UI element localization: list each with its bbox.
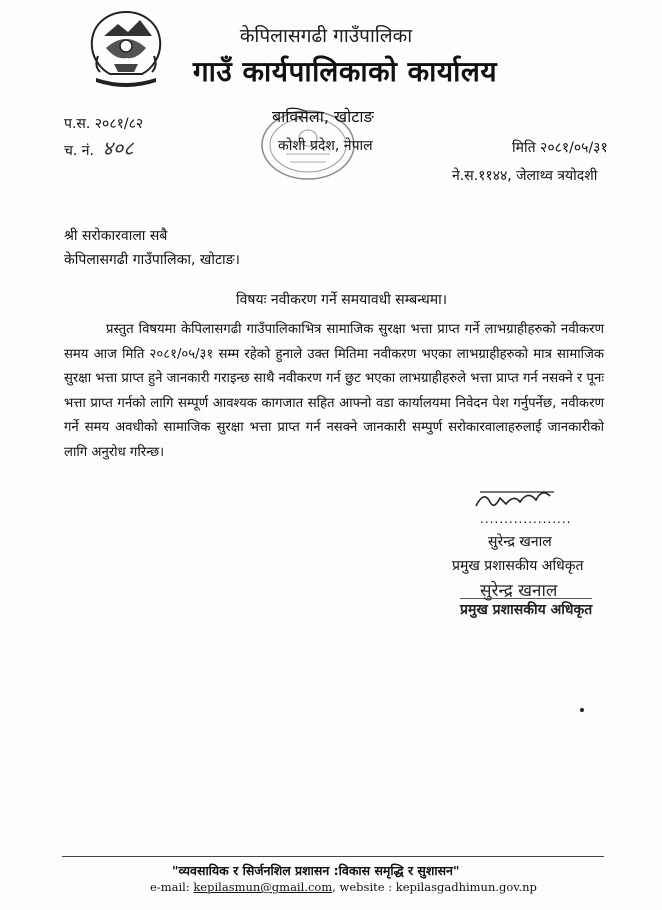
office-address-line1: बाक्सिला, खोटाङ	[272, 107, 374, 126]
signatory-title: प्रमुख प्रशासकीय अधिकृत	[452, 558, 584, 574]
email-label: e-mail:	[150, 880, 190, 894]
dispatch-number-value: ४०८	[102, 136, 134, 160]
dispatch-number	[64, 134, 134, 161]
nepal-sambat-date: ने.स.११४४, जेलाथ्व त्रयोदशी	[452, 168, 598, 184]
ink-dot	[580, 708, 584, 712]
signature-line: ...................	[480, 512, 572, 526]
nepal-emblem-icon	[84, 8, 168, 88]
footer-divider	[62, 856, 604, 857]
office-name: गाउँ कार्यपालिकाको कार्यालय	[192, 55, 498, 88]
website-label: , website :	[332, 880, 393, 894]
website-link[interactable]: kepilasgadhimun.gov.np	[395, 880, 537, 894]
footer-motto: "व्यवसायिक र सिर्जनशिल प्रशासन :विकास समृद्धि र सुशासन"	[172, 863, 460, 878]
letter-body: प्रस्तुत विषयमा केपिलासगढी गाउँपालिकाभित्र सामाजिक सुरक्षा भत्ता प्राप्त गर्ने लाभग्राहीहरुको नवीकरण समय आज मिति २०८१/०५/३१ सम्म रहेको हुनाले उक्त मितिमा नवीकरण भएका लाभग्राहीहरुको मात्र सामाजिक सुरक्षा भत्ता प्राप्त हुने जानकारी गराइन्छ साथै नवीकरण गर्न छुट भएका लाभग्राहीहरुले भत्ता प्राप्त गर्न नसक्ने र पूनः भत्ता प्राप्त गर्नको लागि सम्पूर्ण आवश्यक कागजात सहित आफ्नो वडा कार्यालयमा निवेदन पेश गर्नुपर्नेछ, नवीकरण गर्ने समय अवधीको सामाजिक सुरक्षा भत्ता प्राप्त गर्न नसक्ने जानकारी सम्पुर्ण सरोकारवालाहरुलाई जानकारीको लागि अनुरोध गरिन्छ।	[64, 322, 604, 460]
addressee-line1: श्री सरोकारवाला सबै	[64, 228, 168, 244]
letter-subject: विषयः नवीकरण गर्ने समयावधी सम्बन्धमा।	[236, 292, 448, 308]
addressee-line2: केपिलासगढी गाउँपालिका, खोटाङ।	[64, 252, 240, 268]
signatory-seal-name: सुरेन्द्र खनाल	[480, 581, 558, 601]
reference-number: प.स. २०८१/८२	[64, 116, 144, 132]
office-address-line2: कोशी प्रदेश, नेपाल	[278, 138, 373, 154]
email-link[interactable]: kepilasmun@gmail.com	[193, 880, 333, 894]
signatory-seal-title: प्रमुख प्रशासकीय अधिकृत	[460, 598, 592, 619]
handwritten-signature-icon	[470, 480, 560, 516]
dispatch-number-label: च. नं.	[64, 143, 95, 159]
municipality-name: केपिलासगढी गाउँपालिका	[239, 25, 413, 47]
footer-contact	[150, 880, 537, 894]
signatory-name: सुरेन्द्र खनाल	[488, 534, 552, 550]
letter-date: मिति २०८१/०५/३१	[512, 140, 608, 156]
